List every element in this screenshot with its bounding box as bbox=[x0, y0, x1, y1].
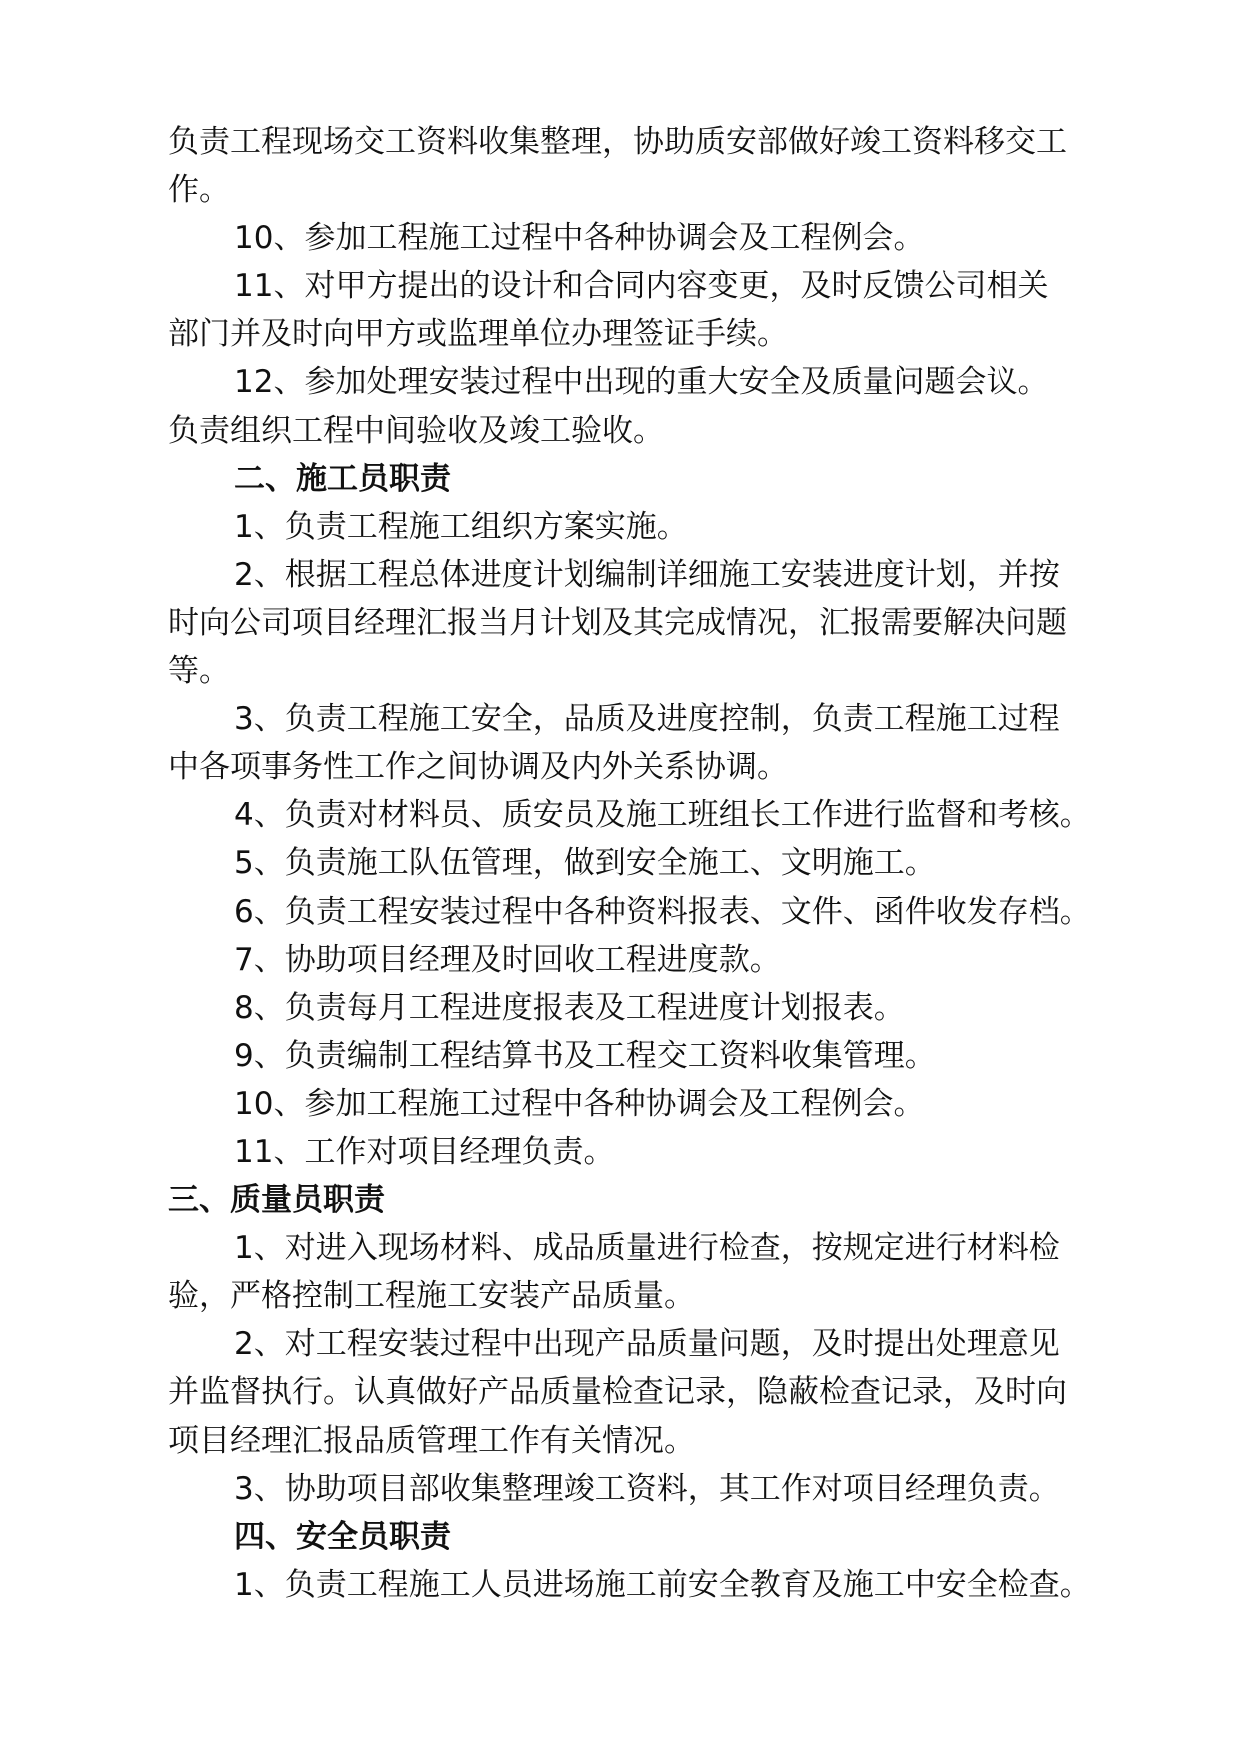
text-line: 负责组织工程中间验收及竣工验收。 bbox=[168, 412, 664, 449]
section-heading: 二、施工员职责 bbox=[234, 460, 451, 497]
text-line: 项目经理汇报品质管理工作有关情况。 bbox=[168, 1422, 695, 1459]
text-line: 6、负责工程安装过程中各种资料报表、文件、函件收发存档。 bbox=[234, 893, 1091, 930]
text-line: 12、参加处理安装过程中出现的重大安全及质量问题会议。 bbox=[234, 364, 1049, 401]
document-page bbox=[168, 118, 1128, 1609]
text-line: 10、参加工程施工过程中各种协调会及工程例会。 bbox=[234, 220, 925, 257]
text-line: 2、对工程安装过程中出现产品质量问题，及时提出处理意见 bbox=[234, 1326, 1060, 1363]
text-line: 并监督执行。认真做好产品质量检查记录，隐蔽检查记录，及时向 bbox=[168, 1374, 1067, 1411]
text-line: 11、对甲方提出的设计和合同内容变更，及时反馈公司相关 bbox=[234, 268, 1049, 305]
text-line: 7、协助项目经理及时回收工程进度款。 bbox=[234, 941, 781, 978]
section-heading: 四、安全员职责 bbox=[234, 1518, 451, 1555]
text-line: 作。 bbox=[168, 172, 230, 209]
text-line: 验，严格控制工程施工安装产品质量。 bbox=[168, 1278, 695, 1315]
text-line: 8、负责每月工程进度报表及工程进度计划报表。 bbox=[234, 989, 905, 1026]
text-line: 5、负责施工队伍管理，做到安全施工、文明施工。 bbox=[234, 845, 936, 882]
text-line: 1、负责工程施工人员进场施工前安全教育及施工中安全检查。 bbox=[234, 1566, 1091, 1603]
text-line: 部门并及时向甲方或监理单位办理签证手续。 bbox=[168, 316, 788, 353]
text-line: 时向公司项目经理汇报当月计划及其完成情况，汇报需要解决问题 bbox=[168, 604, 1067, 641]
text-line: 1、负责工程施工组织方案实施。 bbox=[234, 508, 688, 545]
text-line: 中各项事务性工作之间协调及内外关系协调。 bbox=[168, 749, 788, 786]
text-line: 10、参加工程施工过程中各种协调会及工程例会。 bbox=[234, 1085, 925, 1122]
section-heading: 三、质量员职责 bbox=[168, 1182, 385, 1219]
text-line: 1、对进入现场材料、成品质量进行检查，按规定进行材料检 bbox=[234, 1230, 1060, 1267]
text-line: 3、负责工程施工安全，品质及进度控制，负责工程施工过程 bbox=[234, 701, 1060, 738]
text-line: 4、负责对材料员、质安员及施工班组长工作进行监督和考核。 bbox=[234, 797, 1091, 834]
text-line: 2、根据工程总体进度计划编制详细施工安装进度计划，并按 bbox=[234, 556, 1060, 593]
text-line: 等。 bbox=[168, 653, 230, 690]
text-line: 负责工程现场交工资料收集整理，协助质安部做好竣工资料移交工 bbox=[168, 124, 1067, 160]
text-line: 3、协助项目部收集整理竣工资料，其工作对项目经理负责。 bbox=[234, 1470, 1060, 1507]
text-line: 11、工作对项目经理负责。 bbox=[234, 1133, 615, 1170]
text-line: 9、负责编制工程结算书及工程交工资料收集管理。 bbox=[234, 1037, 936, 1074]
